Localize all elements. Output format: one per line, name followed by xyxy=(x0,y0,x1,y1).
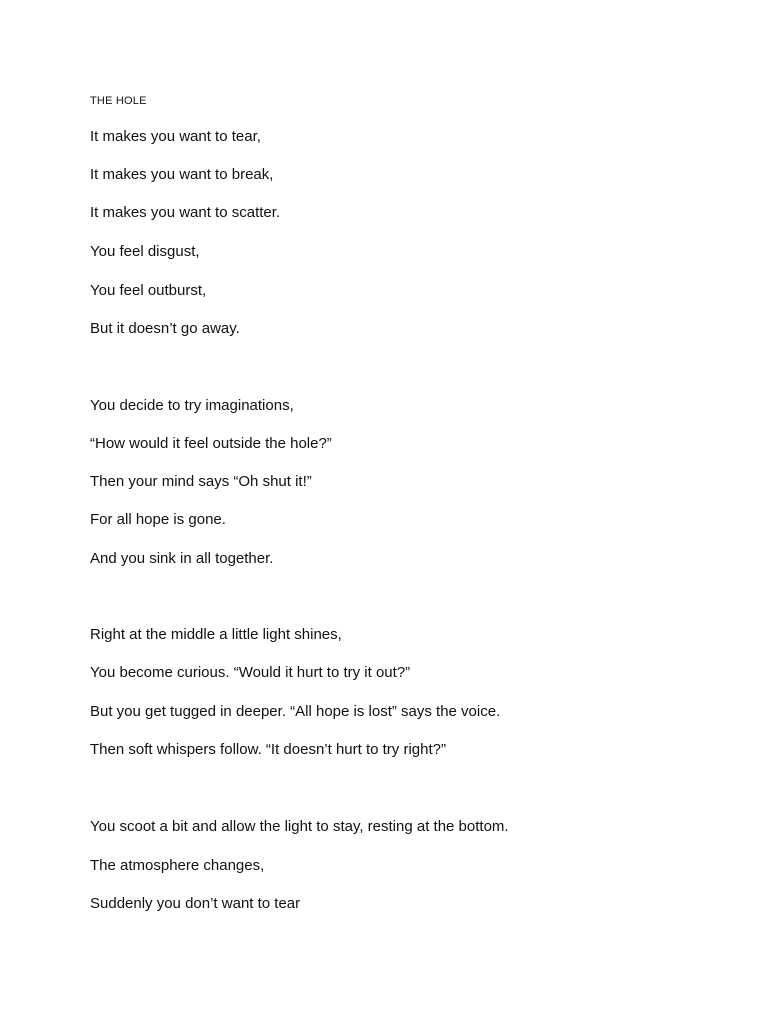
poem-line: The atmosphere changes, xyxy=(90,857,265,874)
poem-line: You feel disgust, xyxy=(90,243,200,260)
poem-line: And you sink in all together. xyxy=(90,550,274,567)
poem-line: You scoot a bit and allow the light to stay, resting at the bottom. xyxy=(90,818,509,835)
poem-line: You feel outburst, xyxy=(90,282,207,299)
poem-line: But you get tugged in deeper. “All hope is lost” says the voice. xyxy=(90,703,501,720)
poem-title: THE HOLE xyxy=(90,95,147,107)
poem-line: It makes you want to tear, xyxy=(90,128,261,145)
poem-line: You become curious. “Would it hurt to try it out?” xyxy=(90,664,411,681)
poem-line: “How would it feel outside the hole?” xyxy=(90,435,332,452)
poem-line: You decide to try imaginations, xyxy=(90,397,294,414)
poem-line: But it doesn’t go away. xyxy=(90,320,240,337)
poem-line: Then your mind says “Oh shut it!” xyxy=(90,473,312,490)
poem-line: It makes you want to scatter. xyxy=(90,204,281,221)
poem-line: For all hope is gone. xyxy=(90,511,226,528)
poem-line: It makes you want to break, xyxy=(90,166,274,183)
poem-line: Right at the middle a little light shines, xyxy=(90,626,342,643)
poem-line: Suddenly you don’t want to tear xyxy=(90,895,301,912)
poem-line: Then soft whispers follow. “It doesn’t hurt to try right?” xyxy=(90,741,446,758)
